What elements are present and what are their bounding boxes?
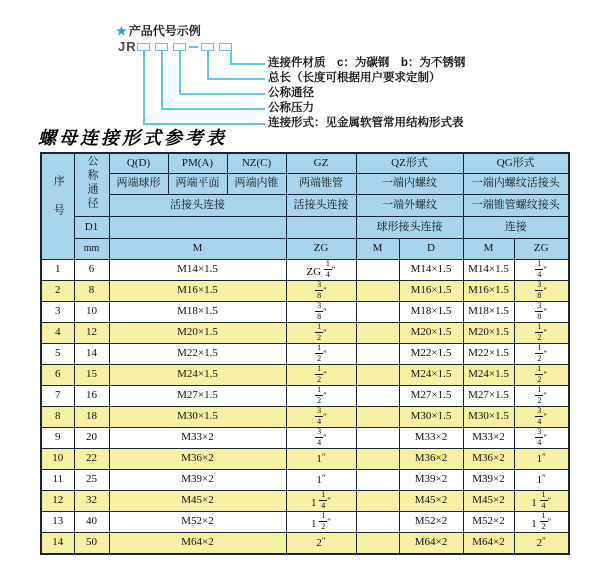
table-cell: M45×2: [399, 490, 463, 511]
table-cell: 20: [74, 427, 109, 448]
table-cell: [356, 385, 399, 406]
table-cell: [286, 280, 356, 301]
fraction-value: $\frac{3}{4}$: [537, 406, 542, 426]
inch-mark: ″: [543, 412, 548, 422]
subheader-qd: 两端球形: [109, 173, 168, 194]
inch-mark: ″: [321, 536, 326, 546]
legend-diameter: 公称通径: [268, 87, 314, 99]
table-cell: [356, 259, 399, 280]
table-cell: 5: [41, 343, 74, 364]
inch-mark: ″: [543, 328, 548, 338]
table-cell: M22×1.5: [399, 343, 463, 364]
table-cell: [356, 280, 399, 301]
star-icon: ★: [116, 24, 127, 38]
subheader3-qg: 连接: [463, 216, 569, 238]
table-cell: M27×1.5: [399, 385, 463, 406]
table-cell: [356, 448, 399, 469]
table-cell: 16: [74, 385, 109, 406]
table-cell: 18: [74, 406, 109, 427]
table-cell: M30×1.5: [109, 406, 286, 427]
connector-line: [179, 93, 265, 95]
subheader2-qz: 一端外螺纹: [356, 194, 463, 216]
code-slot-box: [201, 43, 214, 51]
table-title: 螺母连接形式参考表: [38, 128, 227, 148]
table-cell: 32: [74, 490, 109, 511]
table-cell: [286, 385, 356, 406]
group-header-qd: Q(D): [109, 153, 168, 173]
table-cell: M64×2: [109, 532, 286, 554]
table-cell: 14: [74, 343, 109, 364]
fraction-value: $\frac{1}{2}$: [317, 343, 322, 363]
table-cell: M27×1.5: [463, 385, 514, 406]
table-cell: [514, 427, 569, 448]
table-row: [41, 511, 569, 532]
subheader-pma: 两端平面: [168, 173, 227, 194]
table-cell: [286, 322, 356, 343]
table-cell: [356, 406, 399, 427]
table-cell: M45×2: [109, 490, 286, 511]
fraction-value: $\frac{3}{8}$: [317, 280, 322, 300]
table-row: [41, 427, 569, 448]
table-row: [41, 343, 569, 364]
table-cell: 10: [41, 448, 74, 469]
table-cell: [286, 301, 356, 322]
inch-mark: ″: [321, 473, 326, 483]
table-cell: M39×2: [109, 469, 286, 490]
table-cell: M33×2: [463, 427, 514, 448]
col-header-dn-label: 公称通径: [86, 154, 98, 211]
inch-mark: ″: [327, 517, 331, 527]
table-cell: 14: [41, 532, 74, 554]
fraction-value: $\frac{3}{4}$: [537, 427, 542, 447]
thread-header-qz-d: D: [399, 238, 463, 259]
fraction-value: $\frac{1}{4}$: [325, 259, 330, 279]
fraction-value: $\frac{3}{8}$: [537, 301, 542, 321]
table-cell: [356, 301, 399, 322]
code-slot-box: [173, 43, 186, 51]
table-cell: 1 $\frac{1}{2}$ ″: [286, 511, 356, 532]
table-cell: [514, 322, 569, 343]
table-header: [41, 153, 569, 259]
connector-line: [230, 51, 232, 63]
table-cell: M27×1.5: [109, 385, 286, 406]
table-row: [41, 280, 569, 301]
subheader-qz: 一端内螺纹: [356, 173, 463, 194]
connector-line: [161, 51, 163, 108]
product-code-prefix: JR: [118, 39, 137, 54]
table-row: [41, 322, 569, 343]
table-cell: [514, 280, 569, 301]
header-blank-cell: [286, 216, 356, 238]
table-cell: 3: [41, 301, 74, 322]
fraction-value: $\frac{3}{8}$: [537, 280, 542, 300]
inch-mark: ″: [323, 328, 327, 338]
table-cell: M18×1.5: [399, 301, 463, 322]
table-cell: 11: [41, 469, 74, 490]
inch-mark: ″: [323, 307, 327, 317]
connector-line: [161, 108, 265, 110]
inch-mark: ″: [543, 286, 548, 296]
col-header-seq: [41, 153, 74, 259]
fraction-value: $\frac{1}{2}$: [541, 511, 546, 531]
table-cell: M16×1.5: [463, 280, 514, 301]
table-row: [41, 259, 569, 280]
thread-header-m: M: [109, 238, 286, 259]
table-cell: 1 $\frac{1}{2}$ ″: [514, 511, 569, 532]
connector-line: [230, 63, 265, 65]
table-cell: 2″: [286, 532, 356, 554]
table-cell: 1: [41, 259, 74, 280]
inch-mark: ″: [327, 496, 331, 506]
table-cell: 10: [74, 301, 109, 322]
inch-mark: ″: [323, 370, 327, 380]
table-cell: M45×2: [463, 490, 514, 511]
table-cell: M20×1.5: [399, 322, 463, 343]
group-header-qz: QZ形式: [356, 153, 463, 173]
table-cell: 1 $\frac{1}{4}$ ″: [286, 490, 356, 511]
group-header-gz: GZ: [286, 153, 356, 173]
table-cell: M39×2: [399, 469, 463, 490]
thread-header-zg: ZG: [286, 238, 356, 259]
inch-mark: ″: [547, 496, 552, 506]
table-cell: 7: [41, 385, 74, 406]
table-cell: [356, 322, 399, 343]
table-cell: M30×1.5: [463, 406, 514, 427]
group-header-pma: PM(A): [168, 153, 227, 173]
table-cell: [356, 343, 399, 364]
inch-mark: ″: [323, 412, 327, 422]
inch-mark: ″: [331, 265, 336, 275]
inch-mark: ″: [542, 536, 546, 546]
table-cell: [514, 385, 569, 406]
col-header-unit: mm: [74, 238, 109, 259]
code-slot-box: [155, 43, 168, 51]
legend-material: 连接件材质 c：为碳钢 b：为不锈钢: [268, 57, 466, 69]
group-header-nzc: NZ(C): [227, 153, 286, 173]
thread-header-qg-m: M: [463, 238, 514, 259]
legend-length: 总长（长度可根据用户要求定制）: [268, 72, 441, 84]
table-row: [41, 301, 569, 322]
subheader3-qz: 球形接头连接: [356, 216, 463, 238]
table-cell: M18×1.5: [109, 301, 286, 322]
table-cell: M22×1.5: [463, 343, 514, 364]
table-cell: M18×1.5: [463, 301, 514, 322]
fraction-value: $\frac{1}{2}$: [317, 322, 322, 342]
inch-mark: ″: [323, 349, 327, 359]
table-cell: [286, 406, 356, 427]
table-cell: 1″: [514, 469, 569, 490]
fraction-value: $\frac{1}{2}$: [317, 385, 322, 405]
fraction-value: $\frac{1}{2}$: [537, 343, 542, 363]
fraction-value: $\frac{1}{2}$: [317, 364, 322, 384]
connector-line: [179, 51, 181, 93]
table-cell: 8: [41, 406, 74, 427]
fraction-value: $\frac{1}{4}$: [537, 259, 542, 279]
table-cell: [286, 427, 356, 448]
fraction-value: $\frac{3}{4}$: [317, 406, 322, 426]
table-row: [41, 532, 569, 554]
table-cell: [356, 511, 399, 532]
table-cell: M20×1.5: [463, 322, 514, 343]
table-cell: M36×2: [109, 448, 286, 469]
table-cell: M30×1.5: [399, 406, 463, 427]
fraction-value: $\frac{3}{4}$: [317, 427, 322, 447]
table-row: [41, 385, 569, 406]
subheader2-union: 活接头连接: [109, 194, 286, 216]
table-cell: M24×1.5: [109, 364, 286, 385]
inch-mark: ″: [543, 349, 548, 359]
subheader-nzc: 两端内锥: [227, 173, 286, 194]
table-cell: 1″: [286, 469, 356, 490]
table-cell: M64×2: [463, 532, 514, 554]
table-cell: 9: [41, 427, 74, 448]
header-blank-cell: [109, 216, 286, 238]
table-cell: 12: [41, 490, 74, 511]
table-cell: 22: [74, 448, 109, 469]
inch-mark: ″: [542, 473, 546, 483]
fraction-value: $\frac{3}{8}$: [317, 301, 322, 321]
fraction-value: $\frac{1}{2}$: [537, 364, 542, 384]
inch-mark: ″: [543, 391, 548, 401]
table-row: [41, 364, 569, 385]
table-cell: M24×1.5: [463, 364, 514, 385]
diagram-title-text: 产品代号示例: [128, 24, 201, 38]
connector-line: [207, 78, 265, 80]
table-cell: M16×1.5: [399, 280, 463, 301]
nut-connection-table: [40, 152, 570, 555]
table-cell: M20×1.5: [109, 322, 286, 343]
table-cell: [514, 406, 569, 427]
table-cell: M52×2: [463, 511, 514, 532]
table-cell: M16×1.5: [109, 280, 286, 301]
code-slot-box: [137, 43, 150, 51]
table-cell: [356, 469, 399, 490]
table-cell: M36×2: [463, 448, 514, 469]
col-header-d1: D1: [74, 216, 109, 238]
diagram-title: [116, 22, 201, 39]
inch-mark: ″: [321, 452, 326, 462]
table-cell: M36×2: [399, 448, 463, 469]
table-cell: M64×2: [399, 532, 463, 554]
thread-header-qg-zg: ZG: [514, 238, 569, 259]
table-cell: 2: [41, 280, 74, 301]
inch-mark: ″: [543, 433, 548, 443]
legend-pressure: 公称压力: [268, 102, 314, 114]
inch-mark: ″: [543, 307, 548, 317]
fraction-value: $\frac{1}{4}$: [321, 490, 326, 510]
fraction-value: $\frac{1}{4}$: [541, 490, 546, 510]
table-cell: M24×1.5: [399, 364, 463, 385]
inch-mark: ″: [323, 391, 327, 401]
table-cell: M52×2: [399, 511, 463, 532]
table-cell: 40: [74, 511, 109, 532]
table-cell: 15: [74, 364, 109, 385]
table-cell: [514, 301, 569, 322]
table-cell: M14×1.5: [463, 259, 514, 280]
table-cell: 4: [41, 322, 74, 343]
table-cell: 8: [74, 280, 109, 301]
table-cell: [286, 343, 356, 364]
table-cell: M33×2: [399, 427, 463, 448]
table-row: [41, 490, 569, 511]
table-cell: 6: [41, 364, 74, 385]
table-row: [41, 406, 569, 427]
subheader-gz: 两端锥管: [286, 173, 356, 194]
table-cell: M33×2: [109, 427, 286, 448]
table-cell: [356, 532, 399, 554]
table-cell: 1 $\frac{1}{4}$ ″: [514, 490, 569, 511]
table-cell: 2″: [514, 532, 569, 554]
connector-line: [207, 51, 209, 78]
table-cell: 50: [74, 532, 109, 554]
fraction-value: $\frac{1}{2}$: [321, 511, 326, 531]
table-cell: [286, 364, 356, 385]
subheader2-qg: 一端锥管螺纹接头: [463, 194, 569, 216]
col-header-seq-label: 序号: [52, 175, 65, 234]
table-body: [41, 259, 569, 554]
table-cell: [514, 343, 569, 364]
code-slot-box: [219, 43, 232, 51]
inch-mark: ″: [323, 433, 327, 443]
legend-form: 连接形式：见金属软管常用结构形式表: [268, 117, 464, 129]
inch-mark: ″: [543, 265, 548, 275]
table-cell: [356, 490, 399, 511]
subheader-qg: 一端内螺纹活接头: [463, 173, 569, 194]
table-cell: 6: [74, 259, 109, 280]
code-dash: [189, 46, 198, 48]
subheader2-gz: 活接头连接: [286, 194, 356, 216]
table-cell: M52×2: [109, 511, 286, 532]
table-cell: M39×2: [463, 469, 514, 490]
table-cell: [356, 427, 399, 448]
inch-mark: ″: [542, 452, 546, 462]
table-cell: [356, 364, 399, 385]
fraction-value: $\frac{1}{2}$: [537, 385, 542, 405]
table-cell: M22×1.5: [109, 343, 286, 364]
table-cell: ZG $\frac{1}{4}$ ″: [286, 259, 356, 280]
col-header-dn: [74, 153, 109, 216]
table-cell: 1″: [286, 448, 356, 469]
table-row: [41, 469, 569, 490]
table-cell: [514, 259, 569, 280]
table-row: [41, 448, 569, 469]
connector-line: [143, 51, 145, 123]
table-cell: 12: [74, 322, 109, 343]
table-cell: M14×1.5: [399, 259, 463, 280]
inch-mark: ″: [323, 286, 327, 296]
group-header-qg: QG形式: [463, 153, 569, 173]
fraction-value: $\frac{1}{2}$: [537, 322, 542, 342]
table-cell: [514, 364, 569, 385]
inch-mark: ″: [547, 517, 552, 527]
inch-mark: ″: [543, 370, 548, 380]
table-cell: 13: [41, 511, 74, 532]
table-cell: 1″: [514, 448, 569, 469]
thread-header-qz-m: M: [356, 238, 399, 259]
table-cell: 25: [74, 469, 109, 490]
table-cell: M14×1.5: [109, 259, 286, 280]
